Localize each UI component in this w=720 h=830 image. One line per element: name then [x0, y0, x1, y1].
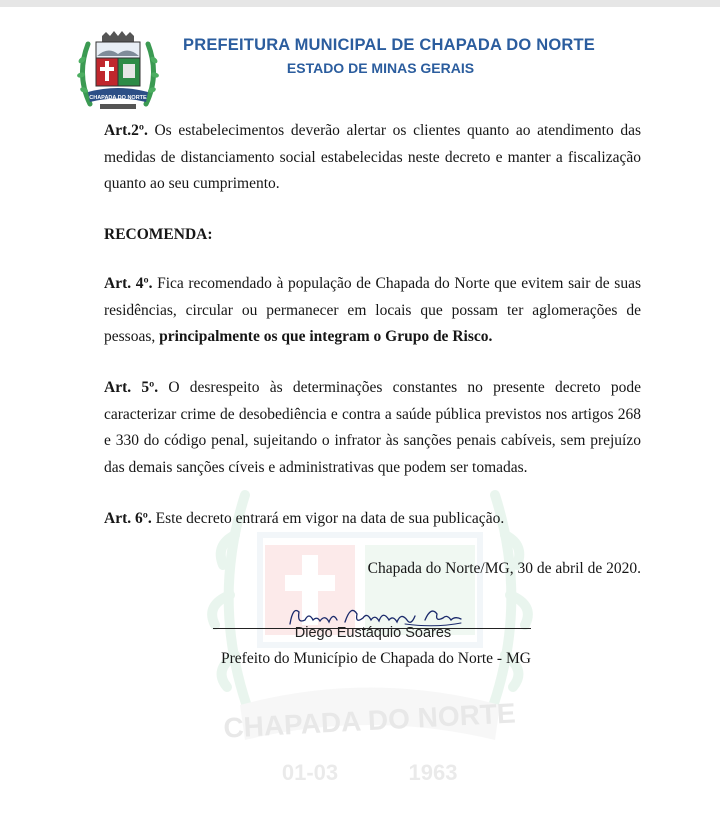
article-2: [104, 118, 641, 198]
article-5: [104, 375, 641, 481]
watermark-right-date: 1963: [408, 760, 458, 785]
article-4-text: Fica recomendado à população de Chapada do Norte que evitem sair de suas residências, circular ou permanecer em locais que possam ter aglomerações de pessoas,: [104, 275, 641, 345]
signer-role: Prefeito do Município de Chapada do Norte - MG: [221, 650, 531, 667]
article-5-label: Art. 5º.: [104, 379, 159, 396]
watermark-cross-h: [285, 575, 335, 591]
watermark-text: CHAPADA DO NORTE: [222, 697, 517, 744]
article-6-label: Art. 6º.: [104, 510, 152, 527]
article-2-text: Os estabelecimentos deverão alertar os clientes quanto ao atendimento das medidas de distanciamento social estabelecidas neste decreto e manter a fiscalização quanto ao seu cumprimento.: [104, 122, 641, 192]
article-2-label: Art.2º.: [104, 122, 148, 139]
watermark-left-date: 01-03: [281, 760, 339, 785]
page-subtitle: ESTADO DE MINAS GERAIS: [286, 60, 475, 76]
page-title: PREFEITURA MUNICIPAL DE CHAPADA DO NORTE: [183, 36, 595, 54]
article-5-text: O desrespeito às determinações constantes no presente decreto pode caracterizar crime de desobediência e contra a saúde pública previstos nos artigos 268 e 330 do código penal, sujeitando o infrator às sanções penais cabíveis, sem prejuízo das demais sanções cíveis e administrativas que podem ser tomadas.: [104, 379, 641, 476]
emblem-base: [100, 104, 136, 109]
coat-of-arms-icon: [76, 30, 160, 114]
shield-building: [123, 64, 135, 78]
place-and-date: Chapada do Norte/MG, 30 de abril de 2020.: [367, 560, 641, 577]
shield-cross-h: [100, 67, 114, 71]
article-4-emphasis: principalmente os que integram o Grupo de Risco.: [159, 328, 493, 345]
signer-name: Diego Eustáquio Soares: [294, 625, 452, 641]
section-heading: RECOMENDA:: [104, 226, 213, 243]
crown: [102, 31, 134, 42]
article-6: [104, 506, 641, 533]
emblem-ribbon-text: CHAPADA DO NORTE: [89, 95, 147, 101]
article-4: [104, 271, 641, 351]
article-4-label: Art. 4º.: [104, 275, 153, 292]
top-bar: [0, 0, 720, 7]
article-6-text: Este decreto entrará em vigor na data de sua publicação.: [151, 510, 505, 527]
